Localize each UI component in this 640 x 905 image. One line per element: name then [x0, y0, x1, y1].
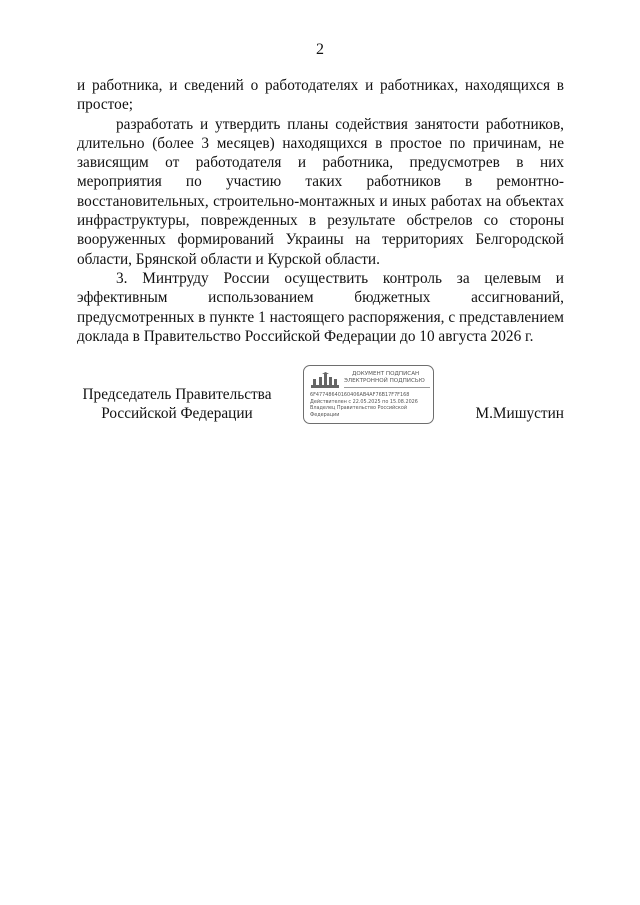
- stamp-validity: Действителен с 22.05.2025 по 15.08.2026: [310, 398, 418, 405]
- page-number: 2: [316, 41, 324, 58]
- electronic-signature-stamp: [303, 365, 434, 424]
- signer-position-line-1: Председатель Правительства: [82, 386, 272, 403]
- signer-position: [77, 385, 277, 424]
- stamp-divider: [344, 387, 430, 388]
- document-body: [77, 76, 564, 346]
- stamp-owner-line-1: Владелец Правительство Российской: [310, 405, 408, 412]
- paragraph-item-3-control: 3. Минтруду России осуществить контроль за целевым и эффективным использованием бюджетных ассигнований, предусмотренных в пункте 1 настоящего распоряжения, с представлением доклада в Правительство Российской Федерации до 10 августа 2026 г.: [77, 269, 564, 345]
- stamp-owner-line-2: Федерации: [310, 411, 340, 418]
- stamp-certificate: 6F47748640160406AB4AF76B17F7F168: [310, 392, 410, 398]
- stamp-title: [344, 371, 432, 385]
- coat-of-arms-icon: [310, 372, 340, 389]
- stamp-details: [310, 392, 432, 418]
- signer-position-line-2: Российской Федерации: [101, 405, 253, 423]
- paragraph-employment-plans: разработать и утвердить планы содействия занятости работников, длительно (более 3 месяцев) находящихся в простое по причинам, не зависящим от работодателя и работника, предусмотрев в них мероприятия по участию таких работников в ремонтно-восстановительных, строительно-монтажных и иных работах на объектах инфраструктуры, поврежденных в результате обстрелов со стороны вооруженных формирований Украины на территориях Белгородской области, Брянской области и Курской области.: [77, 115, 564, 268]
- stamp-title-line-1: ДОКУМЕНТ ПОДПИСАН: [352, 371, 420, 377]
- signature-block: [0, 371, 640, 445]
- signer-name: М.Мишустин: [475, 405, 564, 422]
- stamp-title-line-2: ЭЛЕКТРОННОЙ ПОДПИСЬЮ: [344, 378, 425, 384]
- paragraph-continuation: и работника, и сведений о работодателях и работниках, находящихся в простое;: [77, 77, 564, 114]
